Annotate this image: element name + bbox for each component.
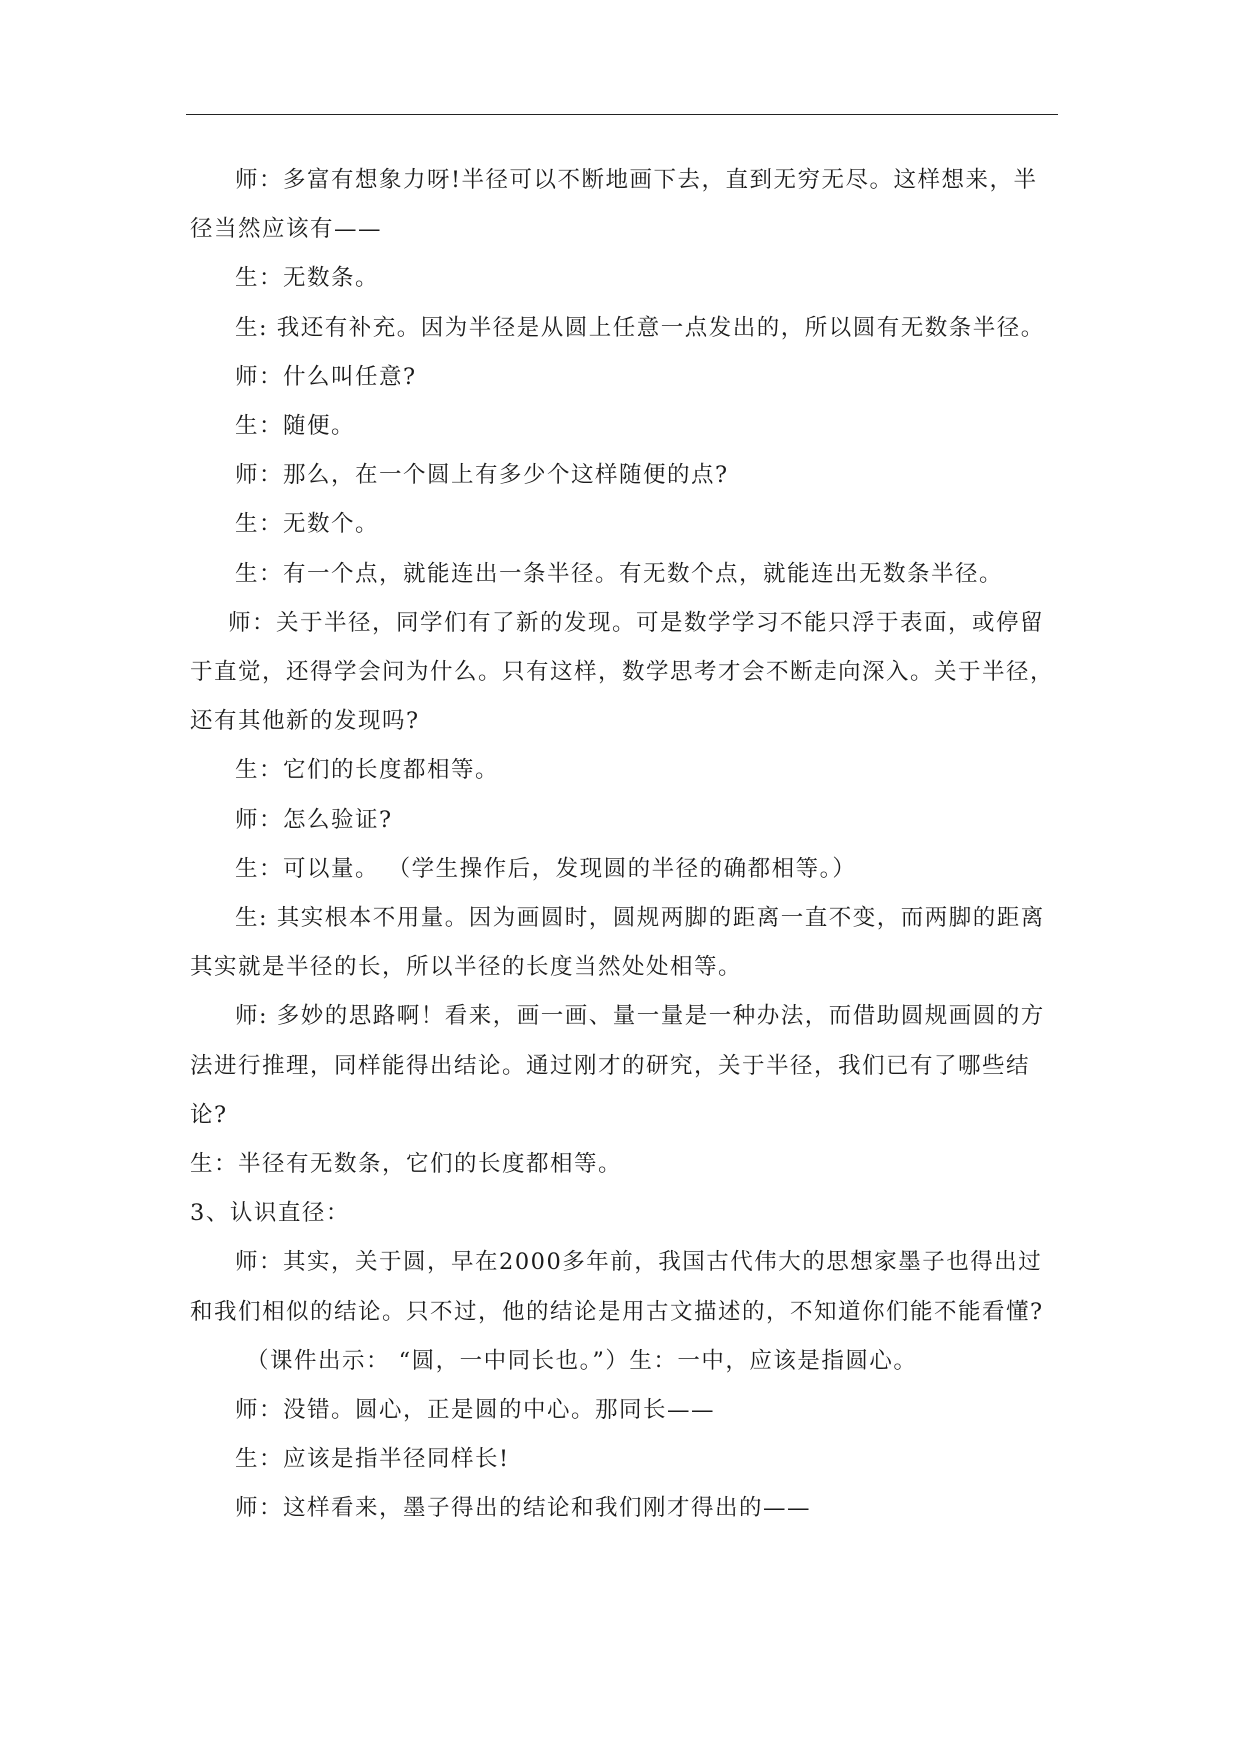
paragraph: 师：关于半径，同学们有了新的发现。可是数学学习不能只浮于表面，或停留于直觉，还得学会问为什么。只有这样，数学思考才会不断走向深入。关于半径，还有其他新的发现吗? xyxy=(190,609,1055,735)
paragraph: （课件出示： “圆，一中同长也。”）生：一中，应该是指圆心。 xyxy=(246,1347,918,1374)
paragraph: 生：有一个点，就能连出一条半径。有无数个点，就能连出无数条半径。 xyxy=(235,560,1004,587)
paragraph: 师: 多妙的思路啊！看来，画一画、量一量是一种办法，而借助圆规画圆的方法进行推理，同样能得出结论。通过刚才的研究，关于半径，我们已有了哪些结论? xyxy=(190,1003,1045,1128)
paragraph: 师：其实，关于圆，早在2000多年前，我国古代伟大的思想家墨子也得出过和我们相似的结论。只不过，他的结论是用古文描述的，不知道你们能不能看懂? xyxy=(190,1249,1044,1325)
paragraph: 生：随便。 xyxy=(235,413,356,440)
paragraph: 师：没错。圆心，正是圆的中心。那同长—— xyxy=(235,1397,716,1424)
paragraph: 生：半径有无数条，它们的长度都相等。 xyxy=(190,1151,623,1178)
paragraph: 生：无数个。 xyxy=(235,511,380,538)
paragraph: 师：多富有想象力呀!半径可以不断地画下去，直到无穷无尽。这样想来，半径当然应该有—— xyxy=(190,167,1038,243)
paragraph: 师：这样看来，墨子得出的结论和我们刚才得出的—— xyxy=(235,1495,812,1522)
paragraph: 生：应该是指半径同样长! xyxy=(235,1446,510,1473)
paragraph: 生：无数条。 xyxy=(235,265,380,292)
document-body xyxy=(190,156,1060,1534)
paragraph: 生：可以量。 （学生操作后，发现圆的半径的确都相等。） xyxy=(235,855,857,882)
paragraph: 生: 我还有补充。因为半径是从圆上任意一点发出的，所以圆有无数条半径。 xyxy=(235,314,1045,341)
paragraph: 师：什么叫任意? xyxy=(235,363,417,390)
paragraph: 师：怎么验证? xyxy=(235,806,393,833)
paragraph: 生: 其实根本不用量。因为画圆时，圆规两脚的距离一直不变，而两脚的距离其实就是半径的长，所以半径的长度当然处处相等。 xyxy=(190,905,1045,981)
paragraph: 3、认识直径： xyxy=(190,1200,350,1227)
paragraph: 生：它们的长度都相等。 xyxy=(235,757,500,784)
paragraph: 师：那么，在一个圆上有多少个这样随便的点? xyxy=(235,462,729,489)
header-rule xyxy=(186,114,1058,115)
